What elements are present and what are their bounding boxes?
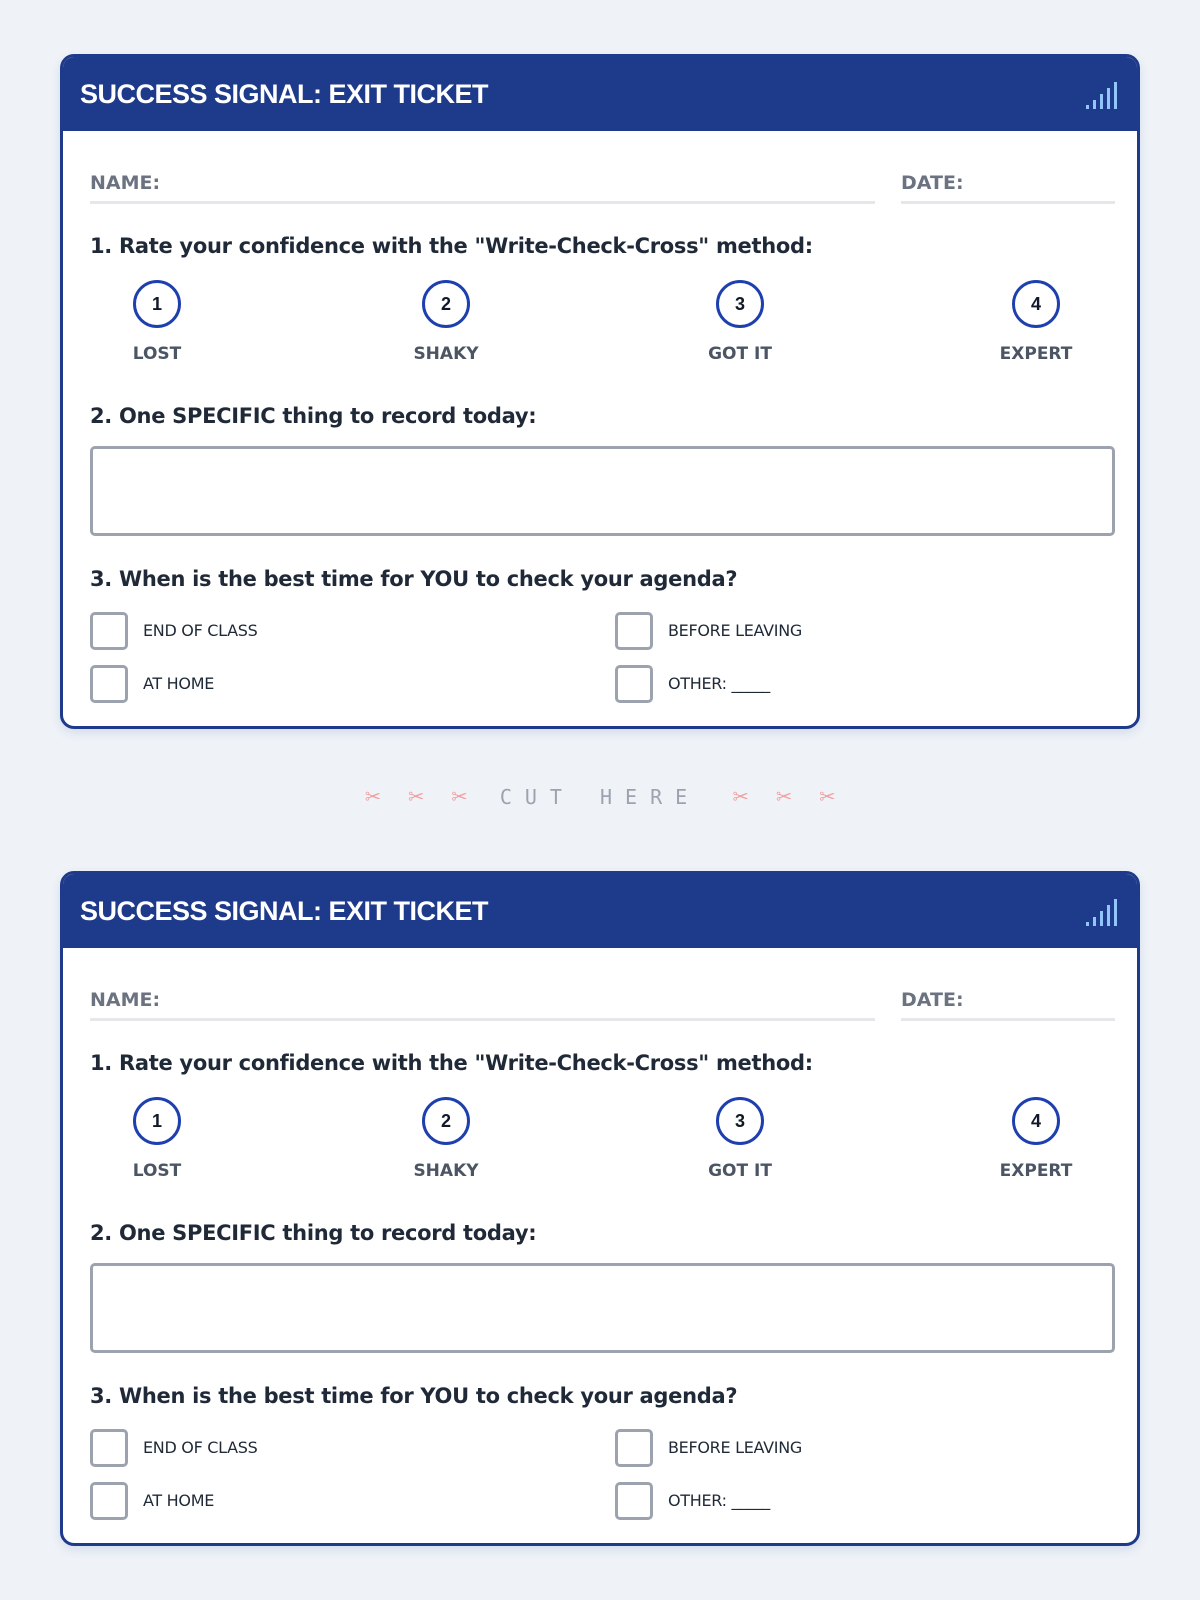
- date-field[interactable]: [901, 1018, 1115, 1021]
- rating-label: EXPERT: [999, 344, 1073, 364]
- rating-circle[interactable]: 1: [133, 280, 181, 328]
- rating-circle[interactable]: 2: [422, 1097, 470, 1145]
- rating-option-2[interactable]: [386, 1097, 506, 1197]
- question-1: 1. Rate your confidence with the "Write-Check-Cross" method:: [90, 234, 813, 258]
- rating-option-2[interactable]: [386, 280, 506, 380]
- rating-circle[interactable]: 4: [1012, 280, 1060, 328]
- checkbox[interactable]: [615, 1429, 653, 1467]
- name-field[interactable]: [90, 201, 875, 204]
- option-label: BEFORE LEAVING: [668, 621, 802, 640]
- scissors-icon: ✂: [408, 782, 424, 812]
- rating-label: GOT IT: [708, 1161, 772, 1181]
- scissors-icon: ✂: [819, 782, 836, 812]
- record-text-box[interactable]: [90, 1263, 1115, 1353]
- rating-label: EXPERT: [999, 1161, 1073, 1181]
- ticket-header: [63, 57, 1137, 131]
- option-label: AT HOME: [143, 674, 215, 693]
- cut-line: [0, 782, 1200, 812]
- date-field[interactable]: [901, 201, 1115, 204]
- checkbox[interactable]: [90, 1429, 128, 1467]
- exit-ticket: [60, 54, 1140, 729]
- scissors-icon: ✂: [776, 782, 792, 812]
- option-label: AT HOME: [143, 1491, 215, 1510]
- rating-circle[interactable]: 3: [716, 1097, 764, 1145]
- checkbox[interactable]: [90, 665, 128, 703]
- checkbox[interactable]: [615, 1482, 653, 1520]
- rating-option-1[interactable]: [97, 1097, 217, 1197]
- signal-bars-icon: [1085, 897, 1121, 927]
- rating-option-3[interactable]: [680, 1097, 800, 1197]
- cut-here-label: CUT HERE: [499, 785, 701, 809]
- signal-bars-icon: [1085, 80, 1121, 110]
- question-2: 2. One SPECIFIC thing to record today:: [90, 1221, 537, 1245]
- question-2: 2. One SPECIFIC thing to record today:: [90, 404, 537, 428]
- name-label: NAME:: [90, 172, 161, 194]
- option-label: BEFORE LEAVING: [668, 1438, 802, 1457]
- rating-circle[interactable]: 2: [422, 280, 470, 328]
- exit-ticket: [60, 871, 1140, 1546]
- date-label: DATE:: [901, 989, 964, 1011]
- rating-option-3[interactable]: [680, 280, 800, 380]
- option-label: OTHER: _____: [668, 674, 771, 693]
- scissors-icon: ✂: [364, 782, 381, 812]
- option-label: OTHER: _____: [668, 1491, 771, 1510]
- rating-label: LOST: [132, 1161, 182, 1181]
- rating-circle[interactable]: 1: [133, 1097, 181, 1145]
- name-label: NAME:: [90, 989, 161, 1011]
- record-text-box[interactable]: [90, 446, 1115, 536]
- rating-option-4[interactable]: [976, 280, 1096, 380]
- rating-option-4[interactable]: [976, 1097, 1096, 1197]
- ticket-title: SUCCESS SIGNAL: EXIT TICKET: [80, 79, 489, 109]
- date-label: DATE:: [901, 172, 964, 194]
- question-1: 1. Rate your confidence with the "Write-Check-Cross" method:: [90, 1051, 813, 1075]
- option-label: END OF CLASS: [143, 1438, 258, 1457]
- scissors-icon: ✂: [732, 782, 749, 812]
- rating-label: SHAKY: [413, 344, 479, 364]
- checkbox[interactable]: [615, 612, 653, 650]
- question-3: 3. When is the best time for YOU to check your agenda?: [90, 1384, 738, 1408]
- scissors-icon: ✂: [451, 782, 468, 812]
- rating-circle[interactable]: 4: [1012, 1097, 1060, 1145]
- rating-label: SHAKY: [413, 1161, 479, 1181]
- option-label: END OF CLASS: [143, 621, 258, 640]
- checkbox[interactable]: [615, 665, 653, 703]
- rating-label: GOT IT: [708, 344, 772, 364]
- checkbox[interactable]: [90, 1482, 128, 1520]
- rating-label: LOST: [132, 344, 182, 364]
- question-3: 3. When is the best time for YOU to check your agenda?: [90, 567, 738, 591]
- ticket-title: SUCCESS SIGNAL: EXIT TICKET: [80, 896, 489, 926]
- rating-option-1[interactable]: [97, 280, 217, 380]
- rating-circle[interactable]: 3: [716, 280, 764, 328]
- ticket-header: [63, 874, 1137, 948]
- checkbox[interactable]: [90, 612, 128, 650]
- name-field[interactable]: [90, 1018, 875, 1021]
